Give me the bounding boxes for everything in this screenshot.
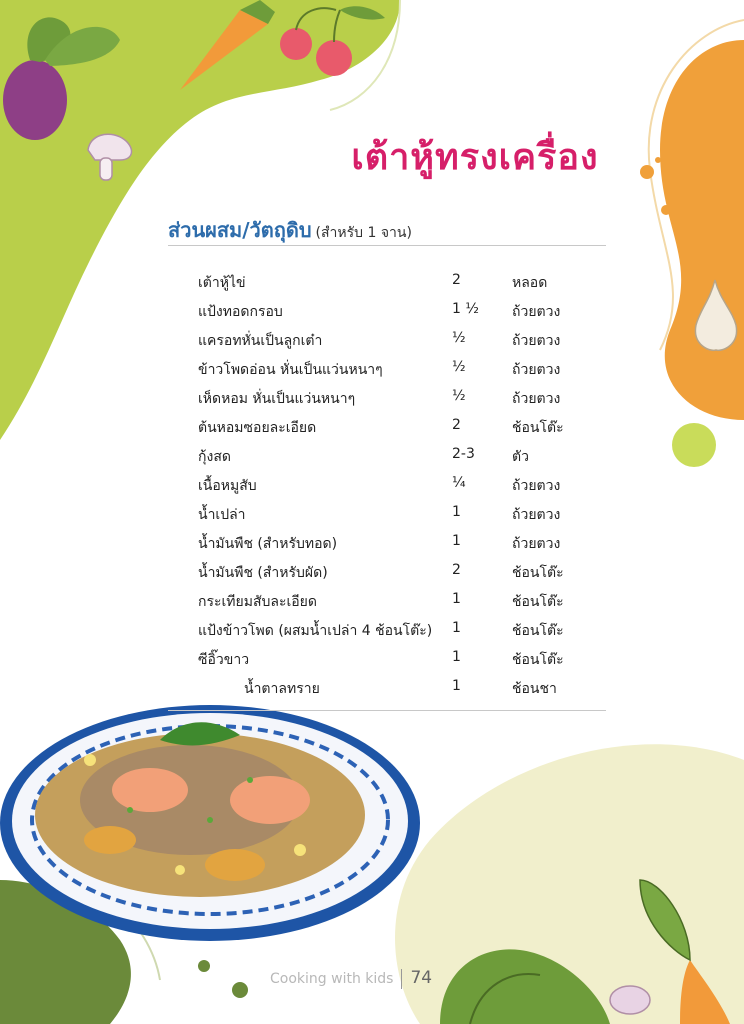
ingredient-unit: ถ้วยตวง (512, 391, 561, 407)
top-divider (168, 245, 606, 246)
ingredient-qty: 2 (452, 417, 461, 433)
ingredient-unit: ถ้วยตวง (512, 507, 561, 523)
ingredient-unit: ช้อนโต๊ะ (512, 652, 564, 668)
ingredient-unit: ถ้วยตวง (512, 362, 561, 378)
ingredient-unit: ช้อนโต๊ะ (512, 565, 564, 581)
ingredient-name: ต้นหอมซอยละเอียด (198, 420, 317, 436)
ingredient-qty: ¼ (452, 475, 466, 491)
ingredient-qty: ½ (452, 359, 466, 375)
section-note: (สำหรับ 1 จาน) (315, 225, 412, 241)
ingredient-row (198, 674, 598, 703)
ingredient-row (198, 384, 598, 413)
page-footer (270, 968, 432, 989)
ingredient-unit: ตัว (512, 449, 529, 465)
bottom-divider (168, 710, 606, 711)
ingredient-qty: ½ (452, 330, 466, 346)
ingredient-unit: ช้อนโต๊ะ (512, 594, 564, 610)
ingredient-unit: ช้อนโต๊ะ (512, 623, 564, 639)
ingredient-qty: 1 ½ (452, 301, 479, 317)
lime-dot (672, 423, 716, 467)
ingredient-name: เนื้อหมูสับ (198, 478, 257, 494)
ingredient-qty: 2 (452, 272, 461, 288)
ingredient-name: แป้งข้าวโพด (ผสมน้ำเปล่า 4 ช้อนโต๊ะ) (198, 623, 433, 639)
ingredient-name: แป้งทอดกรอบ (198, 304, 283, 320)
ingredient-unit: ถ้วยตวง (512, 304, 561, 320)
ingredient-name: แครอทหั่นเป็นลูกเต๋า (198, 333, 323, 349)
ingredient-row (198, 297, 598, 326)
ingredient-name: เต้าหู้ไข่ (198, 275, 246, 291)
ingredient-name: น้ำตาลทราย (244, 681, 320, 697)
green-dot-1 (198, 960, 210, 972)
orange-dot-3 (655, 157, 661, 163)
ingredient-name: ข้าวโพดอ่อน หั่นเป็นแว่นหนาๆ (198, 362, 383, 378)
ingredient-qty: 1 (452, 591, 461, 607)
ingredient-row (198, 326, 598, 355)
ingredient-name: น้ำมันพืช (สำหรับผัด) (198, 565, 328, 581)
ingredient-row (198, 413, 598, 442)
ingredient-unit: ถ้วยตวง (512, 536, 561, 552)
ingredient-qty: 2 (452, 562, 461, 578)
ingredient-unit: ถ้วยตวง (512, 333, 561, 349)
ingredient-row (198, 616, 598, 645)
ingredient-unit: ถ้วยตวง (512, 478, 561, 494)
ingredient-qty: 1 (452, 678, 461, 694)
ingredient-qty: 1 (452, 504, 461, 520)
ingredient-row (198, 442, 598, 471)
ingredient-name: น้ำเปล่า (198, 507, 246, 523)
ingredient-unit: ช้อนโต๊ะ (512, 420, 564, 436)
food-dish-image (0, 705, 420, 941)
ingredient-name: กุ้งสด (198, 449, 231, 465)
ingredient-unit: ช้อนชา (512, 681, 557, 697)
ingredient-unit: หลอด (512, 275, 548, 291)
footer-text: Cooking with kids (270, 971, 394, 987)
ingredient-row (198, 500, 598, 529)
ingredient-row (198, 558, 598, 587)
ingredient-qty: 1 (452, 649, 461, 665)
page-number: 74 (410, 968, 433, 988)
orange-dot-1 (640, 165, 654, 179)
ingredients-header (168, 214, 412, 246)
orange-blob (660, 40, 744, 420)
ingredient-name: เห็ดหอม หั่นเป็นแว่นหนาๆ (198, 391, 356, 407)
ingredient-qty: 1 (452, 620, 461, 636)
ingredient-name: กระเทียมสับละเอียด (198, 594, 317, 610)
ingredient-row (198, 587, 598, 616)
ingredient-qty: 1 (452, 533, 461, 549)
ingredient-qty: 2-3 (452, 446, 475, 462)
green-dot-2 (232, 982, 248, 998)
ingredient-list (198, 268, 598, 703)
ingredient-row (198, 268, 598, 297)
recipe-title: เต้าหู้ทรงเครื่อง (351, 137, 599, 178)
footer-separator (401, 969, 402, 989)
ingredient-qty: ½ (452, 388, 466, 404)
orange-dot-2 (661, 205, 671, 215)
ingredient-row (198, 529, 598, 558)
ingredient-row (198, 355, 598, 384)
ingredient-name: ซีอิ๊วขาว (198, 652, 250, 668)
ingredient-row (198, 471, 598, 500)
ingredient-row (198, 645, 598, 674)
ingredient-name: น้ำมันพืช (สำหรับทอด) (198, 536, 338, 552)
section-title: ส่วนผสม/วัตถุดิบ (168, 218, 312, 242)
